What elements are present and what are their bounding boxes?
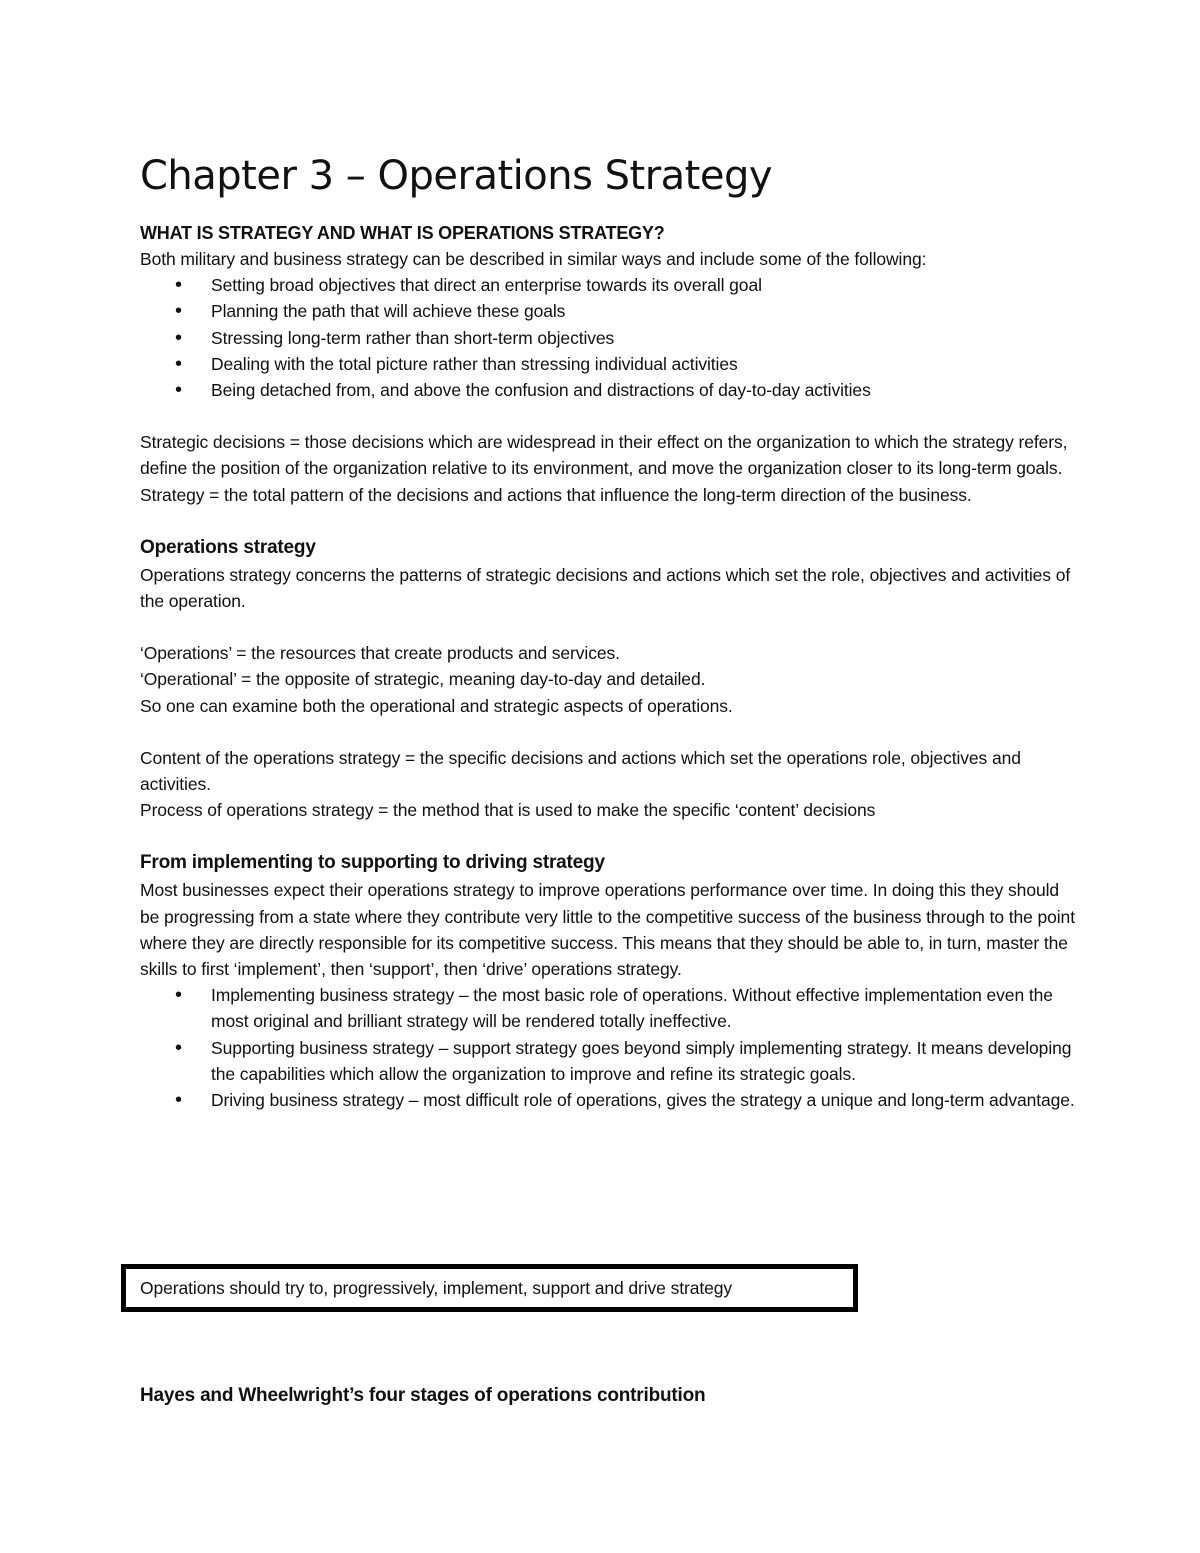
progression-paragraph: Most businesses expect their operations strategy to improve operations performance over time. In doing this they should be progressing from a state where they contribute very little to the competitive success of the business through to the point where they are directly responsible for its competitive success. This means that they should be able to, in turn, master the skills to first ‘implement’, then ‘support’, then ‘drive’ operations strategy. bbox=[140, 880, 1075, 980]
spacer bbox=[140, 719, 1080, 745]
list-item: • Driving business strategy – most difficult role of operations, gives the strategy a unique and long-term advantage. bbox=[140, 1087, 1080, 1113]
examine-sentence: So one can examine both the operational and strategic aspects of operations. bbox=[140, 695, 733, 716]
spacer bbox=[140, 403, 1080, 429]
boxed-summary-note bbox=[121, 1264, 858, 1312]
operations-strategy-paragraph: Operations strategy concerns the patterns of strategic decisions and actions which set the role, objectives and activities of the operation. bbox=[140, 564, 1071, 612]
list-item: • Stressing long-term rather than short-term objectives bbox=[140, 325, 1080, 351]
list-item: • Being detached from, and above the confusion and distractions of day-to-day activities bbox=[140, 377, 1080, 403]
page-title: Chapter 3 – Operations Strategy bbox=[140, 153, 773, 199]
list-item: • Implementing business strategy – the most basic role of operations. Without effective implementation even the most original and brilliant strategy will be rendered totally ineffective. bbox=[140, 982, 1080, 1034]
section-heading-implementing-supporting-driving: From implementing to supporting to driving strategy bbox=[140, 852, 605, 874]
operational-definition: ‘Operational’ = the opposite of strategic, meaning day-to-day and detailed. bbox=[140, 669, 706, 690]
strategy-features-list bbox=[140, 272, 1080, 403]
operations-definition: ‘Operations’ = the resources that create products and services. bbox=[140, 643, 620, 664]
content-definition: Content of the operations strategy = the specific decisions and actions which set the operations role, objectives and activities. bbox=[140, 747, 1021, 795]
list-item: • Dealing with the total picture rather than stressing individual activities bbox=[140, 351, 1080, 377]
document-page bbox=[140, 150, 1080, 1113]
boxed-summary-text: Operations should try to, progressively, implement, support and drive strategy bbox=[140, 1278, 733, 1298]
section-heading-operations-strategy: Operations strategy bbox=[140, 536, 316, 558]
process-definition: Process of operations strategy = the method that is used to make the specific ‘content’ decisions bbox=[140, 800, 876, 821]
strategic-decisions-definition: Strategic decisions = those decisions which are widespread in their effect on the organization to which the strategy refers, define the position of the organization relative to its environment, and move the organization closer to its long-term goals. bbox=[140, 432, 1068, 479]
spacer bbox=[140, 823, 1080, 849]
spacer bbox=[140, 508, 1080, 534]
strategy-roles-list bbox=[140, 982, 1080, 1113]
strategy-definition: Strategy = the total pattern of the decisions and actions that influence the long-term direction of the business. bbox=[140, 484, 972, 505]
intro-paragraph: Both military and business strategy can be described in similar ways and include some of the following: bbox=[140, 249, 927, 269]
list-item: • Supporting business strategy – support strategy goes beyond simply implementing strategy. It means developing the capabilities which allow the organization to improve and refine its strategic goals. bbox=[140, 1035, 1080, 1087]
list-item: • Setting broad objectives that direct an enterprise towards its overall goal bbox=[140, 272, 1080, 298]
section-heading-what-is-strategy: WHAT IS STRATEGY AND WHAT IS OPERATIONS STRATEGY? bbox=[140, 223, 665, 243]
spacer bbox=[140, 614, 1080, 640]
section-heading-four-stages: Hayes and Wheelwright’s four stages of operations contribution bbox=[140, 1385, 706, 1406]
list-item: • Planning the path that will achieve these goals bbox=[140, 298, 1080, 324]
